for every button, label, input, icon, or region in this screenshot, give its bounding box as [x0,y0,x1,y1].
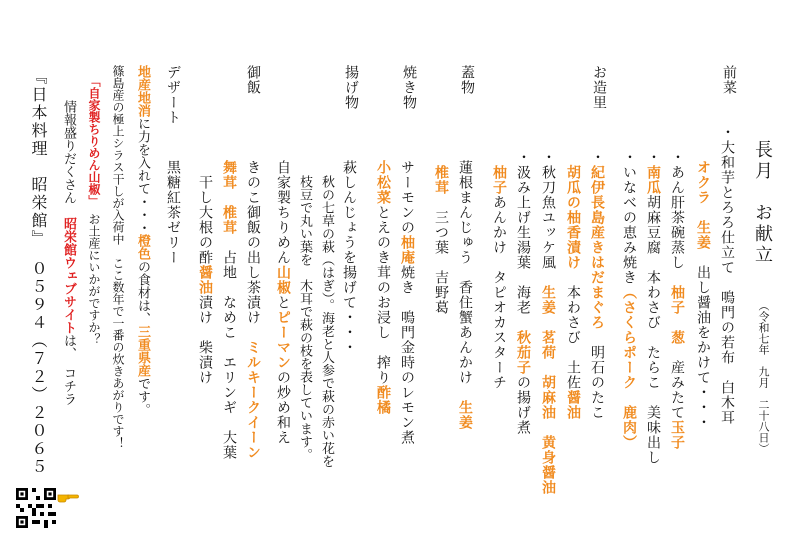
menu-date: （令和七年 九月 二十八日） [757,300,770,454]
agemono-line-2: 秋の七草の萩（はぎ）。海老と人参で萩の赤い花を [319,175,334,468]
gohan-line-3: 干し大根の酢醤油漬け 柴漬け [197,175,213,385]
section-yakimono: 焼き物 [401,65,417,110]
restaurant-name: 『日本料理 昭栄館』 [29,68,48,248]
qr-code-icon[interactable] [16,488,56,528]
futamono-line-2: 椎茸 三つ葉 吉野葛 [433,165,449,315]
note-website: 情報盛りだくさん 昭栄館ウェブサイトは、 コチラ [61,100,76,406]
otsukuri-line-5: 柚子あんかけ タピオカスターチ [491,165,507,390]
website-link[interactable]: 昭栄館ウェブサイト [61,217,76,334]
yakimono-line-1: サーモンの柚庵焼き 鳴門金時のレモン煮 [399,160,415,445]
agemono-line-3: 枝豆で丸い葉を 木耳で萩の枝を表しています。 [297,175,312,461]
otsukuri-line-1: ・紀伊長島産きはだまぐろ 明石のたこ [589,150,605,420]
section-otsukuri: お造里 [591,65,607,110]
zensai-line-1: ・大和芋とろろ仕立て 鳴門の若布 白木耳 [719,125,735,425]
futamono-line-1: 蓮根まんじゅう 香住蟹あんかけ 生姜 [457,160,473,430]
gohan-line-1: きのこ御飯の出し茶漬け ミルキークイーン [245,160,261,460]
section-futamono: 蓋物 [459,65,475,95]
section-dessert: デザート [165,65,181,125]
otsukuri-line-4: ・汲み上げ生湯葉 海老 秋茄子の揚げ煮 [515,150,531,435]
zensai-line-5: ・いなべの恵み焼き（さくらポーク 鹿肉） [621,150,637,450]
pointing-hand-icon [56,488,80,506]
zensai-line-3: ・あん肝茶碗蒸し 柚子 葱 産みたて玉子 [669,150,685,450]
agemono-line-4: 自家製ちりめん山椒とピーマンの炒め和え [275,160,291,445]
zensai-line-4: ・南瓜胡麻豆腐 本わさび たらこ 美味出し [645,150,661,465]
zensai-line-2: オクラ 生姜 出し醤油をかけて・・・ [695,160,711,430]
note-local-produce: 地産地消に力を入れて・・・橙色の食材は、三重県産です。 [135,65,150,416]
section-gohan: 御飯 [245,65,261,95]
note-shirasu: 篠島産の極上シラス干しが入荷中 ここ数年で一番の炊きあがりです！ [111,65,125,449]
yakimono-line-2: 小松菜とえのき茸のお浸し 搾り酢橘 [375,160,391,415]
gohan-line-2: 舞茸 椎茸 占地 なめこ エリンギ 大葉 [221,160,237,460]
note-souvenir: 「自家製ちりめん山椒」 お土産にいかがですか？ [87,75,101,345]
section-agemono: 揚げ物 [343,65,359,110]
dessert-line-1: 黒糖紅茶ゼリー [165,160,181,265]
menu-title: 長月 お献立 [752,140,773,266]
agemono-line-1: 萩しんじょうを揚げて・・・ [341,160,357,355]
otsukuri-line-2: 胡瓜の柚香漬け 本わさび 土佐醤油 [565,165,581,420]
phone-number: ０５９４（７２）２０６５ [29,260,48,476]
otsukuri-line-3: ・秋刀魚ユッケ風 生姜 茗荷 胡麻油 黄身醤油 [540,150,556,495]
section-zensai: 前菜 [721,65,737,95]
